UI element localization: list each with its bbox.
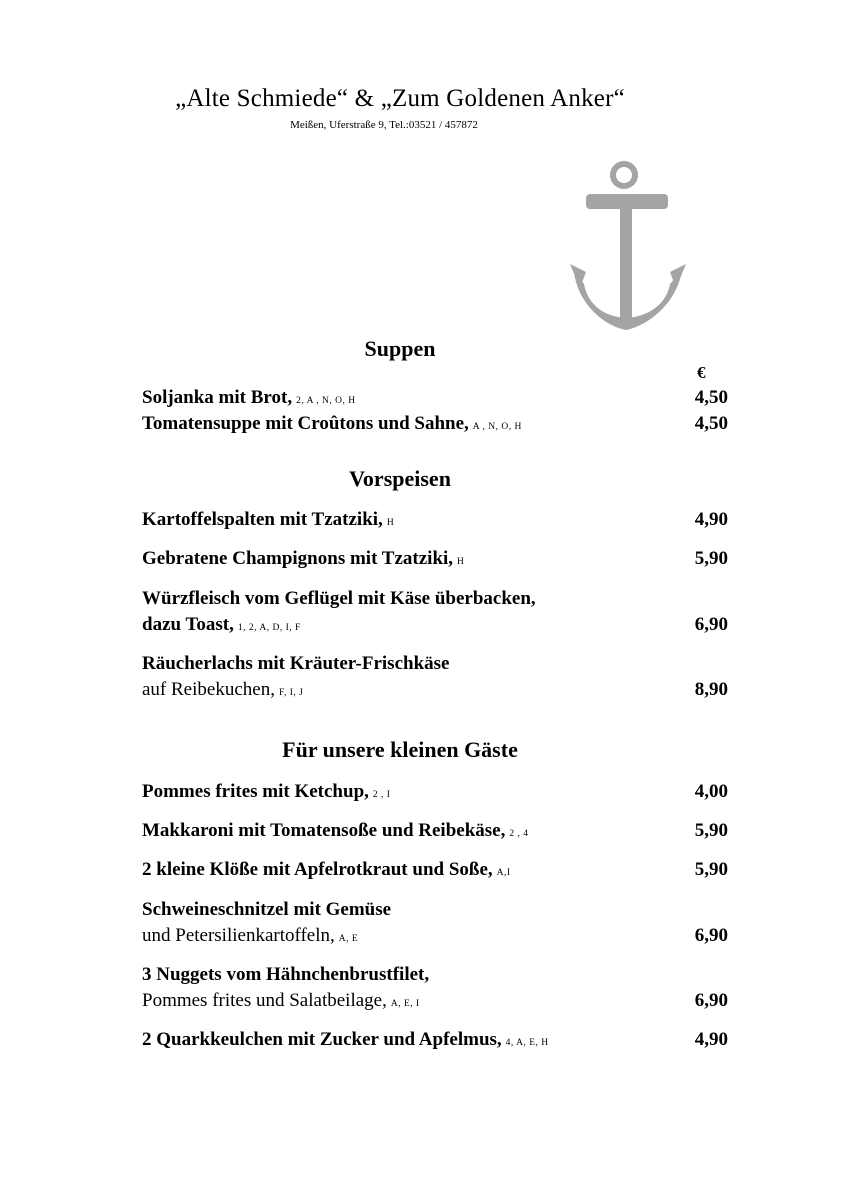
currency-symbol: €: [697, 363, 706, 382]
allergen-codes: H: [457, 557, 465, 567]
price: 6,90: [694, 925, 728, 946]
allergen-codes: A, E: [338, 934, 359, 944]
allergen-codes: 1, 2, A, D, I, F: [237, 623, 301, 633]
menu-item: Makkaroni mit Tomatensoße und Reibekäse, 2 , 4 5,90: [142, 818, 728, 847]
menu-item: Schweineschnitzel mit Gemüse und Petersilienkartoffeln, A, E 6,90: [142, 897, 728, 952]
section-title-suppen: Suppen: [364, 336, 436, 361]
price: 4,90: [694, 509, 728, 530]
allergen-codes: 2 , I: [372, 790, 391, 800]
section-title-vorspeisen: Vorspeisen: [349, 466, 451, 491]
allergen-codes: 2 , 4: [509, 829, 529, 839]
allergen-codes: A, E, I: [390, 999, 420, 1009]
price: 5,90: [694, 548, 728, 569]
menu-item: Würzfleisch vom Geflügel mit Käse überbacken, dazu Toast, 1, 2, A, D, I, F 6,90: [142, 586, 728, 641]
allergen-codes: A,I: [496, 868, 511, 878]
menu-item: Räucherlachs mit Kräuter-Frischkäse auf Reibekuchen, F, I, J 8,90: [142, 651, 728, 706]
allergen-codes: 2, A , N, O, H: [296, 396, 356, 406]
allergen-codes: 4, A, E, H: [505, 1038, 549, 1048]
price: 4,90: [694, 1029, 728, 1050]
price: 4,50: [694, 387, 728, 408]
menu-item: 2 kleine Klöße mit Apfelrotkraut und Soße, A,I 5,90: [142, 857, 728, 886]
menu-item: 3 Nuggets vom Hähnchenbrustfilet, Pommes frites und Salatbeilage, A, E, I 6,90: [142, 962, 728, 1017]
restaurant-title: „Alte Schmiede“ & „Zum Goldenen Anker“: [175, 85, 625, 112]
price: 6,90: [694, 990, 728, 1011]
price: 4,50: [694, 413, 728, 434]
price: 8,90: [694, 679, 728, 700]
menu-item: Kartoffelspalten mit Tzatziki, H 4,90: [142, 507, 728, 536]
menu-item: Soljanka mit Brot, 2, A , N, O, H 4,50: [142, 385, 728, 414]
price: 4,00: [694, 781, 728, 802]
section-title-kinder: Für unsere kleinen Gäste: [282, 737, 518, 762]
menu-item: Gebratene Champignons mit Tzatziki, H 5,90: [142, 546, 728, 575]
menu-item: Pommes frites mit Ketchup, 2 , I 4,00: [142, 779, 728, 808]
allergen-codes: H: [386, 518, 395, 528]
menu-item: Tomatensuppe mit Croûtons und Sahne, A , N, O, H 4,50: [142, 411, 728, 440]
price: 5,90: [694, 859, 728, 880]
anchor-icon: [566, 160, 690, 336]
allergen-codes: A , N, O, H: [472, 422, 522, 432]
allergen-codes: F, I, J: [278, 688, 304, 698]
restaurant-address: Meißen, Uferstraße 9, Tel.:03521 / 457872: [290, 119, 478, 131]
menu-item: 2 Quarkkeulchen mit Zucker und Apfelmus, 4, A, E, H 4,90: [142, 1027, 728, 1056]
price: 6,90: [694, 614, 728, 635]
price: 5,90: [694, 820, 728, 841]
